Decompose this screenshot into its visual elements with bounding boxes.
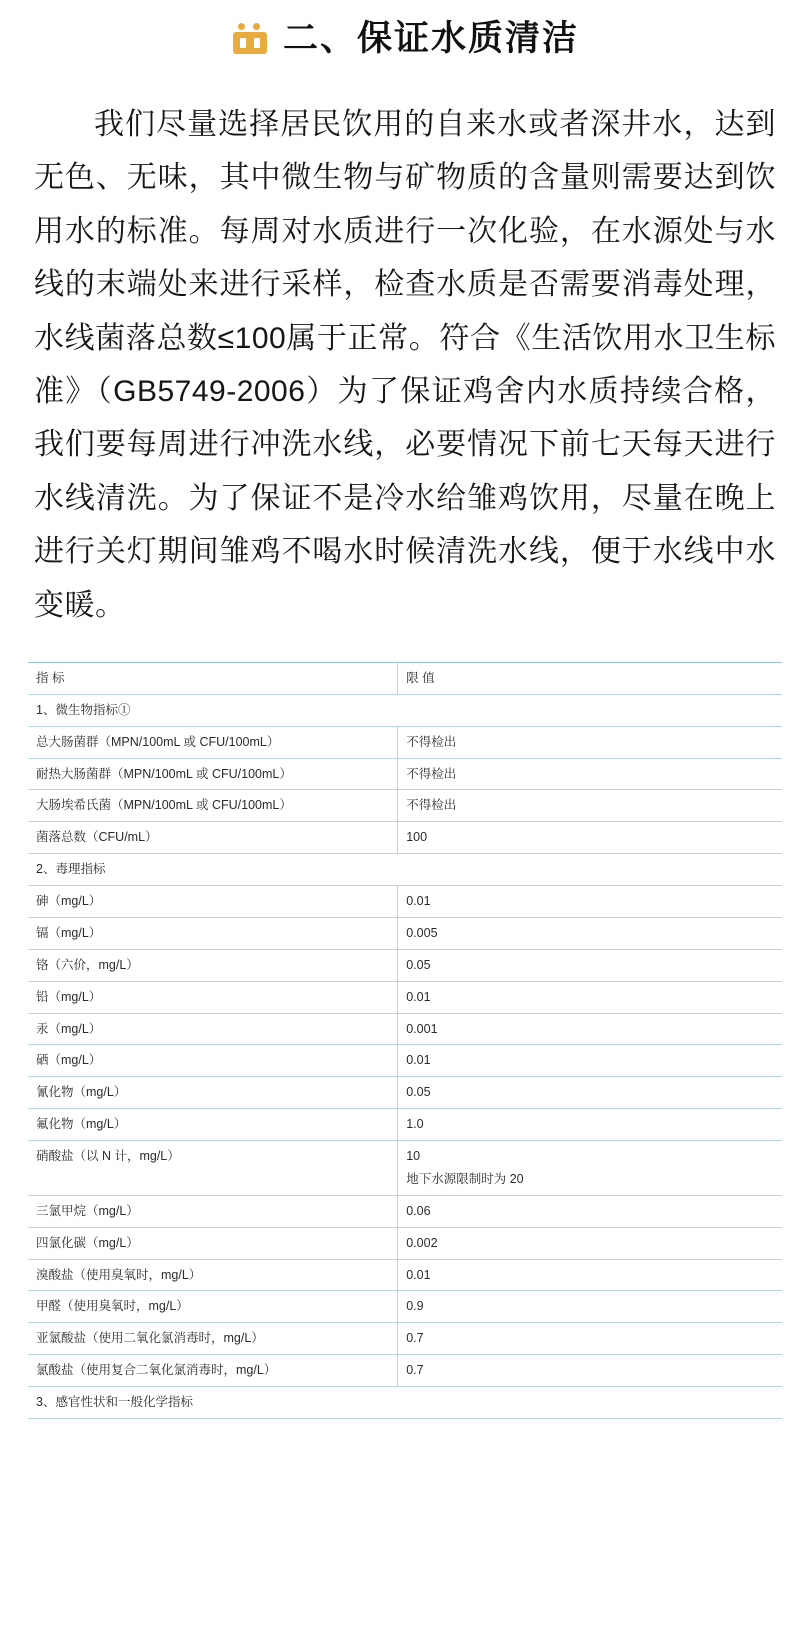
table-section-row	[28, 694, 782, 726]
indicator-limit-note: 地下水源限制时为 20	[406, 1171, 524, 1186]
indicator-name: 硒（mg/L）	[28, 1045, 398, 1077]
indicator-name: 大肠埃希氏菌（MPN/100mL 或 CFU/100mL）	[28, 790, 398, 822]
indicator-name: 总大肠菌群（MPN/100mL 或 CFU/100mL）	[28, 726, 398, 758]
indicator-name: 镉（mg/L）	[28, 917, 398, 949]
table-row	[28, 949, 782, 981]
table-row	[28, 1227, 782, 1259]
indicator-name: 四氯化碳（mg/L）	[28, 1227, 398, 1259]
indicator-name: 溴酸盐（使用臭氧时，mg/L）	[28, 1259, 398, 1291]
indicator-name: 甲醛（使用臭氧时，mg/L）	[28, 1291, 398, 1323]
table-section-label: 2、毒理指标	[28, 854, 782, 886]
indicator-limit: 0.7	[398, 1355, 782, 1387]
table-header-cell: 指 标	[28, 663, 398, 694]
indicator-name: 氯酸盐（使用复合二氧化氯消毒时，mg/L）	[28, 1355, 398, 1387]
indicator-limit: 0.7	[398, 1323, 782, 1355]
table-row	[28, 1323, 782, 1355]
table-row	[28, 1109, 782, 1141]
table-section-row	[28, 1387, 782, 1419]
article-paragraph: 我们尽量选择居民饮用的自来水或者深井水，达到无色、无味，其中微生物与矿物质的含量则需要达到饮用水的标准。每周对水质进行一次化验，在水源处与水线的末端处来进行采样，检查水质是否需要消毒处理，水线菌落总数≤100属于正常。符合《生活饮用水卫生标准》（GB5749-2006）为了保证鸡舍内水质持续合格，我们要每周进行冲洗水线，必要情况下前七天每天进行水线清洗。为了保证不是冷水给雏鸡饮用，尽量在晚上进行关灯期间雏鸡不喝水时候清洗水线，便于水线中水变暖。	[34, 108, 776, 622]
table-section-label: 1、微生物指标①	[28, 694, 782, 726]
indicator-limit: 10 地下水源限制时为 20	[398, 1141, 782, 1196]
indicator-name: 铬（六价，mg/L）	[28, 949, 398, 981]
table-section-label: 3、感官性状和一般化学指标	[28, 1387, 782, 1419]
indicator-name: 汞（mg/L）	[28, 1013, 398, 1045]
indicator-limit: 100	[398, 822, 782, 854]
table-row	[28, 1045, 782, 1077]
indicator-limit: 不得检出	[398, 726, 782, 758]
indicator-limit: 0.01	[398, 886, 782, 918]
table-row	[28, 886, 782, 918]
table-row	[28, 1291, 782, 1323]
video-camera-icon	[231, 21, 269, 57]
indicator-name: 硝酸盐（以 N 计，mg/L）	[28, 1141, 398, 1196]
indicator-name: 耐热大肠菌群（MPN/100mL 或 CFU/100mL）	[28, 758, 398, 790]
indicator-limit: 不得检出	[398, 790, 782, 822]
indicator-name: 亚氯酸盐（使用二氧化氯消毒时，mg/L）	[28, 1323, 398, 1355]
indicator-name: 氰化物（mg/L）	[28, 1077, 398, 1109]
table-row	[28, 790, 782, 822]
table-row	[28, 917, 782, 949]
indicator-name: 氟化物（mg/L）	[28, 1109, 398, 1141]
page-heading	[0, 0, 810, 70]
table-row	[28, 1013, 782, 1045]
indicator-limit: 0.05	[398, 1077, 782, 1109]
table-row	[28, 981, 782, 1013]
indicator-limit: 不得检出	[398, 758, 782, 790]
table-section-row	[28, 854, 782, 886]
indicator-limit: 0.002	[398, 1227, 782, 1259]
indicator-name: 菌落总数（CFU/mL）	[28, 822, 398, 854]
indicator-limit: 0.05	[398, 949, 782, 981]
indicator-name: 铅（mg/L）	[28, 981, 398, 1013]
indicator-limit: 0.001	[398, 1013, 782, 1045]
indicator-limit: 0.01	[398, 1045, 782, 1077]
indicator-name: 三氯甲烷（mg/L）	[28, 1195, 398, 1227]
table-row	[28, 758, 782, 790]
indicator-limit: 1.0	[398, 1109, 782, 1141]
table-row	[28, 822, 782, 854]
table-header-cell: 限 值	[398, 663, 782, 694]
indicator-limit: 0.005	[398, 917, 782, 949]
table-row	[28, 1141, 782, 1196]
table-row	[28, 726, 782, 758]
table-row	[28, 1077, 782, 1109]
indicator-limit: 0.9	[398, 1291, 782, 1323]
indicator-name: 砷（mg/L）	[28, 886, 398, 918]
water-standard-table	[28, 662, 782, 1419]
indicator-limit: 0.01	[398, 1259, 782, 1291]
indicator-limit: 0.06	[398, 1195, 782, 1227]
page-title: 二、保证水质清洁	[282, 19, 579, 58]
table-row	[28, 1259, 782, 1291]
indicator-limit: 0.01	[398, 981, 782, 1013]
table-row	[28, 1195, 782, 1227]
table-header-row	[28, 663, 782, 694]
table-row	[28, 1355, 782, 1387]
